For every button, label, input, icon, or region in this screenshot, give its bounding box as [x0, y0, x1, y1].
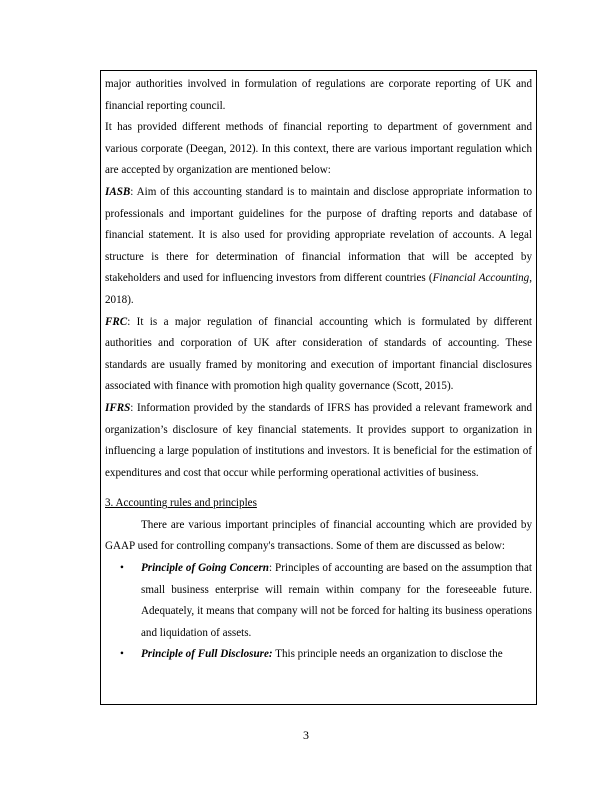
principle-text: : Principles of accounting are based on the assumption that small business enterprise will remain within company for the foreseeable future. Adequately, it means that company will not be forced for halting its business operations and liquidation of assets. [141, 562, 532, 639]
frc-text: : It is a major regulation of financial accounting which is formulated by different authorities and corporation of UK after consideration of standards of accounting. These standards are usually framed by monitoring and execution of important financial disclosures associated with finance with promotion high quality governance (Scott, 2015). [105, 315, 532, 393]
intro-paragraph-1: major authorities involved in formulation of regulations are corporate reporting of UK and financial reporting council. [105, 78, 532, 112]
page-number: 3 [303, 728, 309, 742]
iasb-term: IASB [105, 185, 131, 198]
ifrs-paragraph [105, 398, 532, 484]
iasb-text: : Aim of this accounting standard is to maintain and disclose appropriate information to professionals and important guidelines for the purpose of drafting reports and database of financial statement. It is also used for providing appropriate revelation of accounts. A legal structure is there for determination of financial information that will be accepted by stakeholders and used for influencing investors from different countries ( [105, 185, 532, 285]
list-item [105, 644, 532, 666]
frc-paragraph [105, 312, 532, 398]
principles-list [105, 558, 532, 666]
ifrs-text: : Information provided by the standards of IFRS has provided a relevant framework and organization’s disclosure of key financial statements. It provides support to organization in influencing a large population of institutions and investors. It is beneficial for the estimation of expenditures and cost that occur while performing operational activities of business. [105, 401, 532, 479]
frc-term: FRC [105, 315, 128, 328]
iasb-paragraph [105, 182, 532, 312]
principle-term: Principle of Full Disclosure: [141, 648, 273, 661]
principle-term: Principle of Going Concern [141, 562, 269, 575]
iasb-citation-year: , 2018). [105, 272, 532, 306]
list-item [105, 558, 532, 644]
ifrs-term: IFRS [105, 401, 131, 414]
section-intro: There are various important principles of financial accounting which are provided by GAAP used for controlling company's transactions. Some of them are discussed as below: [105, 518, 532, 553]
principle-text: This principle needs an organization to disclose the [272, 648, 503, 661]
iasb-citation: Financial Accounting [432, 272, 530, 285]
bullet-icon: • [120, 648, 124, 661]
section-heading: 3. Accounting rules and principles [105, 497, 257, 510]
content-frame [100, 70, 537, 705]
intro-paragraph-2: It has provided different methods of financial reporting to department of government and various corporate (Deegan, 2012). In this context, there are various important regulation which are accepted by organization are mentioned below: [105, 121, 532, 177]
bullet-icon: • [120, 562, 124, 575]
